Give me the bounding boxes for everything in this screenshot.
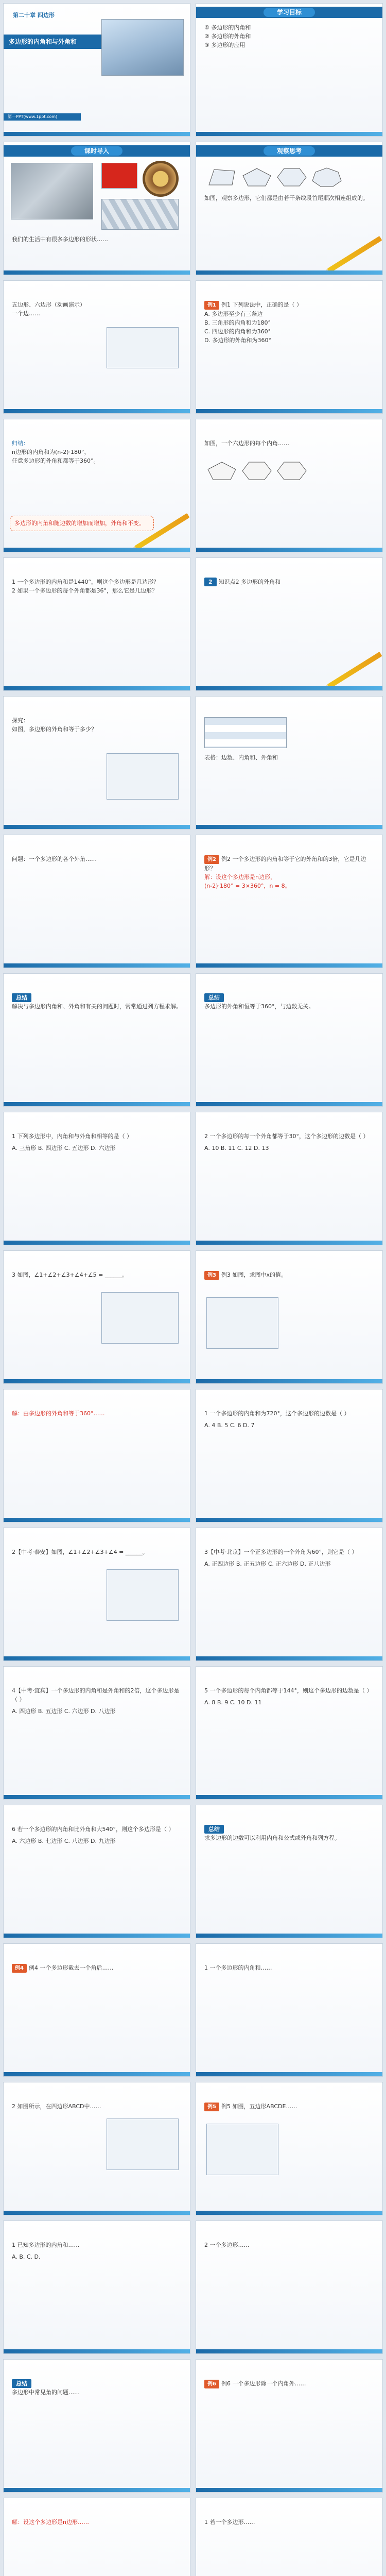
chapter-label: 第二十章 四边形 [13,12,55,19]
slide-19[interactable] [3,1389,190,1522]
slide-banner: 观察思考 [196,145,382,157]
tiles-photo [101,199,179,230]
slide-36[interactable] [196,2498,383,2576]
diagram [107,753,179,800]
slide-body: 1 一个多边形的内角和…… [204,1964,272,1971]
slide-13[interactable] [3,973,190,1107]
slide-body: 1 已知多边形的内角和…… A. B. C. D. [12,2242,80,2260]
slide-learning-goals[interactable] [196,3,383,137]
slide-18[interactable] [196,1250,383,1384]
diagram [107,1569,179,1621]
heptagon-shape [311,167,342,188]
diagram [206,2124,278,2175]
slide-12[interactable] [196,835,383,968]
slide-body: 总结 解决与多边形内角和、外角和有关的问题时，常常通过列方程求解。 [12,994,182,1010]
slide-11[interactable] [3,835,190,968]
slide-32[interactable] [196,2221,383,2354]
hexagon-shape [276,461,307,481]
slide-body: 解：由多边形的外角和等于360°…… [12,1410,105,1417]
slide-body: 五边形、六边形（动画演示） 一个边…… [12,301,85,317]
hexagon-shape [276,167,307,188]
slide-body: 例4 例4 一个多边形截去一个角后…… [12,1963,182,2069]
callout-note: 多边形的内角和随边数的增加而增加，外角和不变。 [10,516,154,531]
slide-body: 例3 例3 如图，求图中x的值。 [204,1270,374,1376]
slide-23[interactable] [3,1666,190,1800]
stadium-photo [11,163,93,219]
slide-body: 2 如图所示，在四边形ABCD中…… [12,2103,101,2110]
slide-body: 2 一个多边形的每一个外角都等于30°，这个多边形的边数是（ ） A. 10 B. 11 C. 12 D. 13 [204,1133,369,1151]
slide-body: 例6 例6 一个多边形除一个内角外…… [204,2379,374,2485]
example-tag: 例3 [204,1271,219,1280]
slide-25[interactable] [3,1805,190,1938]
slide-22[interactable] [196,1528,383,1661]
slide-body: 总结 多边形中常见角的问题…… [12,2380,80,2396]
slide-5[interactable] [3,419,190,552]
slide-30[interactable] [196,2082,383,2215]
lesson-title: 多边形的内角和与外角和 [4,35,101,49]
polygon-row [206,461,307,481]
slide-body: 表格：边数、内角和、外角和 [204,754,278,761]
slide-21[interactable] [3,1528,190,1661]
example-tag: 例4 [12,1964,27,1973]
slide-33[interactable] [3,2359,190,2493]
slide-body: 2 一个多边形…… [204,2242,250,2248]
slide-banner: 学习目标 [196,7,382,18]
compass-image [143,161,179,197]
diagram [101,1292,179,1344]
cover-image [101,19,184,76]
flag-photo [101,163,137,189]
slide-observe[interactable] [196,142,383,275]
slide-24[interactable] [196,1666,383,1800]
slide-9[interactable] [3,696,190,829]
slide-29[interactable] [3,2082,190,2215]
slide-3[interactable] [3,280,190,414]
slide-10[interactable] [196,696,383,829]
slide-cover[interactable] [3,3,190,137]
table-figure [204,717,287,748]
slide-body: ① 多边形的内角和 ② 多边形的外角和 ③ 多边形的应用 [204,24,251,48]
slide-27[interactable] [3,1943,190,2077]
slide-body: 探究： 如图，多边形的外角和等于多少？ [12,717,97,733]
diagram [107,327,179,368]
example-tag: 例1 [204,301,219,310]
slide-17[interactable] [3,1250,190,1384]
knowledge-tag: 2 [204,578,217,586]
slide-16[interactable] [196,1112,383,1245]
example-tag: 例2 [204,855,219,864]
pentagon-shape [206,461,237,481]
site-url: 第一PPT(www.1ppt.com) [4,113,81,121]
slide-15[interactable] [3,1112,190,1245]
slide-body: 问题：一个多边形的各个外角…… [12,856,97,862]
slide-body: 1 一个多边形的内角和是1440°，则这个多边形是几边形？ 2 如果一个多边形的每个外角都是36°，那么它是几边形？ [12,579,159,594]
slide-body: 我们的生活中有很多多边形的形状…… [12,236,108,243]
slide-body: 如图，观察多边形，它们都是由若干条线段首尾顺次相连组成的。 [204,195,369,201]
slide-banner: 课时导入 [4,145,190,157]
slide-body: 3【中考·北京】一个正多边形的一个外角为60°，则它是（ ） A. 正四边形 B. 正五边形 C. 正六边形 D. 正八边形 [204,1549,358,1567]
slide-intro[interactable] [3,142,190,275]
slide-body: 5 一个多边形的每个内角都等于144°，则这个多边形的边数是（ ） A. 8 B. 9 C. 10 D. 11 [204,1687,373,1706]
slide-body: 1 下列多边形中，内角和与外角和相等的是（ ） A. 三角形 B. 四边形 C. 五边形 D. 六边形 [12,1133,132,1151]
slide-6[interactable] [196,419,383,552]
slide-body: 总结 求多边形的边数可以利用内角和公式或外角和列方程。 [204,1826,340,1841]
slide-body: 解：设这个多边形是n边形…… [12,2519,89,2526]
pentagon-shape [241,167,272,188]
slide-body: 归纳： n边形的内角和为(n-2)·180°， 任意多边形的外角和都等于360°。 [12,440,99,464]
slide-26[interactable] [196,1805,383,1938]
slide-body: 2【中考·泰安】如图，∠1+∠2+∠3+∠4 = ______。 [12,1549,148,1555]
slide-28[interactable] [196,1943,383,2077]
slide-7[interactable] [3,557,190,691]
slide-body: 1 若一个多边形…… [204,2519,255,2526]
slide-31[interactable] [3,2221,190,2354]
slide-20[interactable] [196,1389,383,1522]
slide-body: 例5 例5 如图，五边形ABCDE…… [204,2102,374,2208]
slide-body: 6 若一个多边形的内角和比外角和大540°，则这个多边形是（ ） A. 六边形 B. 七边形 C. 八边形 D. 九边形 [12,1826,174,1844]
slide-body: 如图，一个六边形的每个内角…… [204,440,289,447]
example-tag: 例6 [204,2380,219,2388]
slide-body: 例2 例2 一个多边形的内角和等于它的外角和的3倍，它是几边形？ 解：设这个多边形是n边形， (n-2)·180° = 3×360°，n = 8。 [204,856,366,889]
slide-34[interactable] [196,2359,383,2493]
slide-body: 总结 多边形的外角和恒等于360°，与边数无关。 [204,994,314,1010]
slide-35[interactable] [3,2498,190,2576]
quadrilateral-shape [206,167,237,188]
hexagon-shape [241,461,272,481]
slide-14[interactable] [196,973,383,1107]
slide-8[interactable] [196,557,383,691]
slide-body: 例1 例1 下列说法中，正确的是（ ） A. 多边形至少有三条边 B. 三角形的内角和为180° C. 四边形的内角和为360° D. 多边形的外角和为360° [204,301,302,344]
slide-4[interactable] [196,280,383,414]
slide-body: 3 如图，∠1+∠2+∠3+∠4+∠5 = ______。 [12,1272,128,1278]
polygon-row [206,167,342,188]
slide-body: 4【中考·宜宾】一个多边形的内角和是外角和的2倍，这个多边形是（ ） A. 四边形 B. 五边形 C. 六边形 D. 八边形 [12,1687,180,1715]
diagram [206,1297,278,1349]
diagram [107,2119,179,2170]
slide-body: 1 一个多边形的内角和为720°，这个多边形的边数是（ ） A. 4 B. 5 C. 6 D. 7 [204,1410,350,1429]
example-tag: 例5 [204,2103,219,2111]
slide-body: 2 知识点2 多边形的外角和 [204,578,374,683]
